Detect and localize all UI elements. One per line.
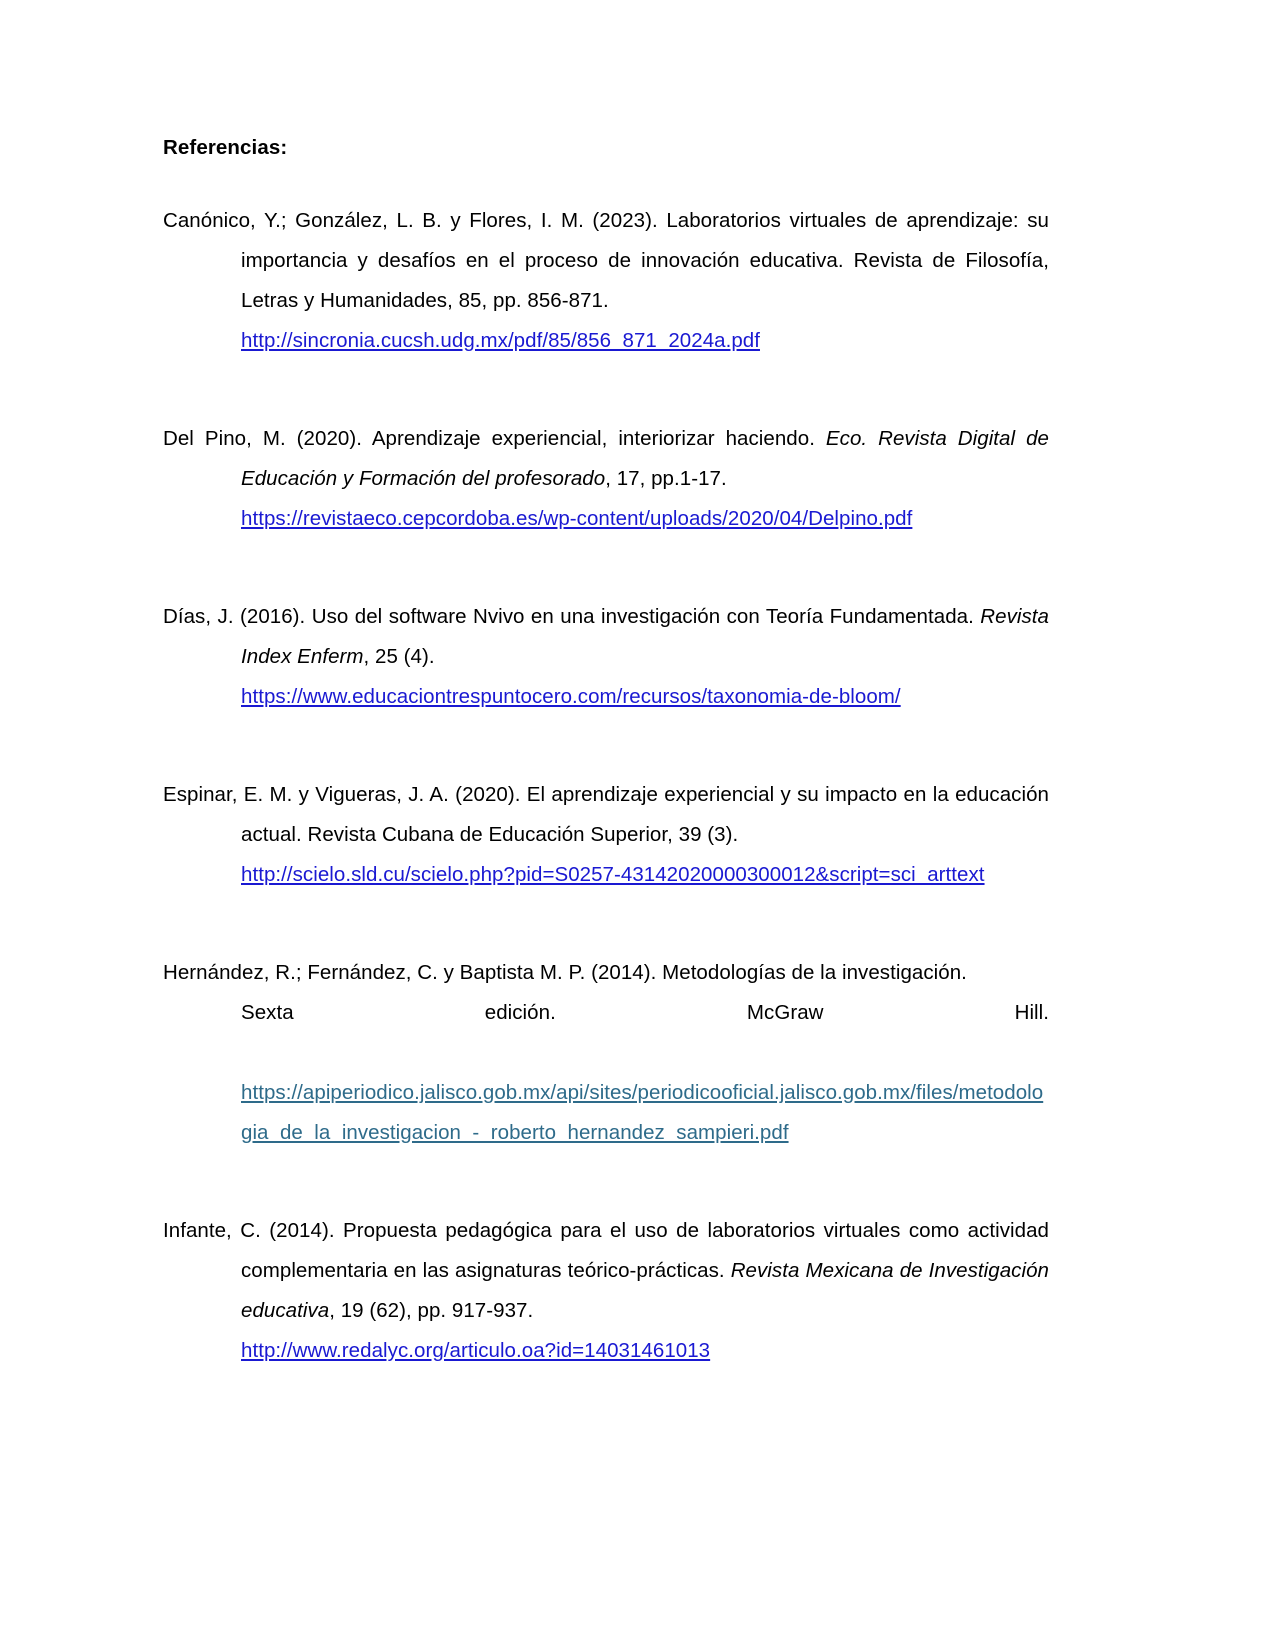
reference-source-tail: , 17, pp.1-17. [605,466,727,490]
reference-citation-text: Hernández, R.; Fernández, C. y Baptista M. P. (2014). Metodologías de la investigación. [163,960,967,984]
references-heading: Referencias: [163,136,288,159]
reference-url-link[interactable]: http://sincronia.cucsh.udg.mx/pdf/85/856_871_2024a.pdf [241,328,760,352]
reference-source-tail: , 25 (4). [363,644,435,668]
reference-citation-text: Espinar, E. M. y Vigueras, J. A. (2020). El aprendizaje experiencial y su impacto en la educación actual. Revista Cubana de Educación Superior, 39 (3). [163,782,1049,846]
reference-source-italic: Eco. Revista Digital de Educación y Formación del profesorado [241,426,1049,490]
reference-url-link[interactable]: https://www.educaciontrespuntocero.com/recursos/taxonomia-de-bloom/ [241,684,901,708]
reference-entry [163,775,1049,895]
reference-url-link[interactable]: https://apiperiodico.jalisco.gob.mx/api/sites/periodicooficial.jalisco.gob.mx/files/metodologia_de_la_investigacion_-_roberto_hernandez_sampieri.pdf [241,1080,1044,1144]
reference-entry [163,1211,1049,1371]
reference-entry [163,419,1049,539]
reference-entry [163,953,1049,1153]
reference-entry [163,201,1049,361]
reference-url-link[interactable]: http://www.redalyc.org/articulo.oa?id=14031461013 [241,1338,711,1362]
reference-citation-text: Del Pino, M. (2020). Aprendizaje experiencial, interiorizar haciendo. [163,426,826,450]
reference-citation-text: Días, J. (2016). Uso del software Nvivo en una investigación con Teoría Fundamentada. [163,604,981,628]
reference-url-link[interactable]: https://revistaeco.cepcordoba.es/wp-content/uploads/2020/04/Delpino.pdf [241,506,913,530]
reference-source-italic: Revista Index Enferm [241,604,1049,668]
reference-edition-line: Sexta edición. McGraw Hill. [241,1000,1049,1024]
reference-entry [163,597,1049,717]
reference-source-italic: Revista Mexicana de Investigación educativa [241,1258,1049,1322]
reference-citation-text: Canónico, Y.; González, L. B. y Flores, I. M. (2023). Laboratorios virtuales de aprendizaje: su importancia y desafíos en el proceso de innovación educativa. Revista de Filosofía, Letras y Humanidades, 85, pp. 856-871. [163,208,1049,312]
references-section [163,138,1049,1371]
reference-citation-text: Infante, C. (2014). Propuesta pedagógica para el uso de laboratorios virtuales como actividad complementaria en las asignaturas teórico-prácticas. [163,1218,1049,1282]
reference-source-tail: , 19 (62), pp. 917-937. [329,1298,534,1322]
reference-url-link[interactable]: http://scielo.sld.cu/scielo.php?pid=S0257-43142020000300012&script=sci_arttext [241,862,985,886]
